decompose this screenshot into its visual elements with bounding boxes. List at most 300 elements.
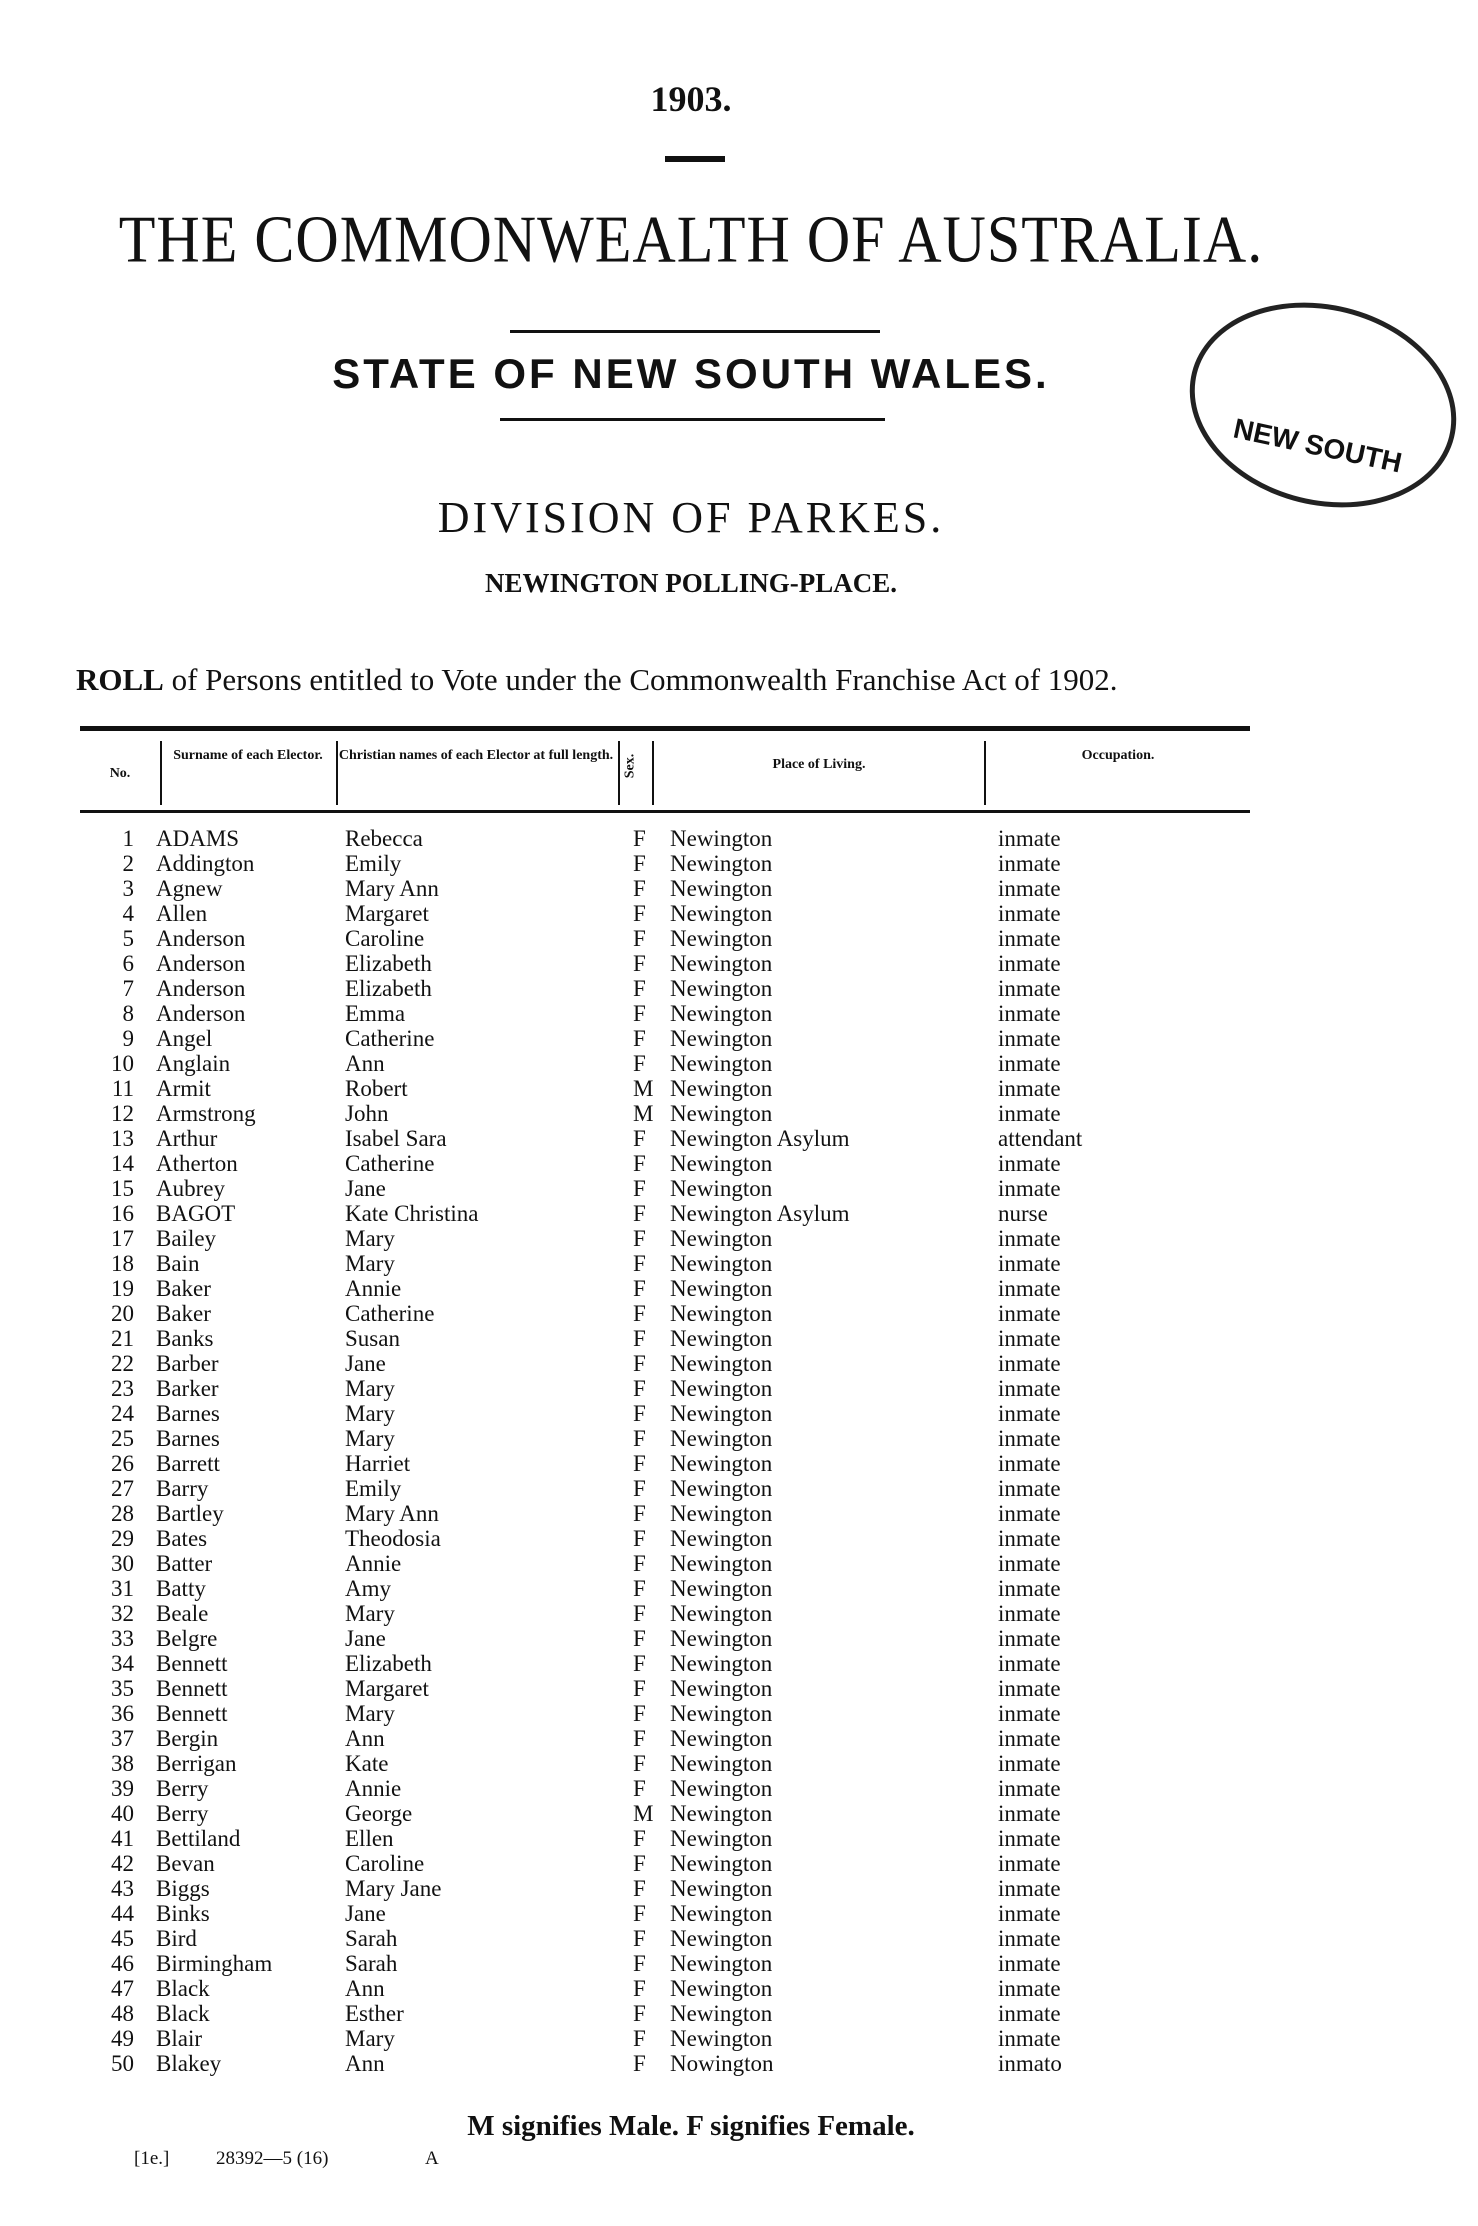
row-number: 36	[111, 1701, 134, 1726]
table-row	[0, 826, 1382, 851]
sex-cell: F	[633, 951, 646, 976]
place-cell: Newington	[670, 1751, 773, 1776]
place-cell: Newington	[670, 1651, 773, 1676]
sex-cell: F	[633, 1201, 646, 1226]
surname-cell: Black	[156, 2001, 210, 2026]
row-number: 47	[111, 1976, 134, 2001]
row-number: 43	[111, 1876, 134, 1901]
surname-cell: Angel	[156, 1026, 213, 1051]
place-cell: Newington	[670, 1926, 773, 1951]
place-cell: Newington	[670, 851, 773, 876]
sex-cell: F	[633, 2051, 646, 2076]
table-row	[0, 1076, 1382, 1101]
surname-cell: Bevan	[156, 1851, 215, 1876]
christian-names-cell: Mary Ann	[345, 876, 439, 901]
table-row	[0, 976, 1382, 1001]
place-cell: Newington	[670, 901, 773, 926]
occupation-cell: inmate	[998, 1551, 1061, 1576]
christian-names-cell: Margaret	[345, 1676, 429, 1701]
place-cell: Newington	[670, 1251, 773, 1276]
surname-cell: Bennett	[156, 1701, 228, 1726]
place-cell: Newington	[670, 1901, 773, 1926]
header-no: No.	[109, 766, 131, 781]
occupation-cell: inmate	[998, 1076, 1061, 1101]
surname-cell: Barnes	[156, 1426, 220, 1451]
print-reference: 28392—5 (16)	[216, 2148, 329, 2169]
occupation-cell: inmate	[998, 876, 1061, 901]
table-row	[0, 1826, 1382, 1851]
surname-cell: Biggs	[156, 1876, 210, 1901]
row-number: 2	[122, 851, 134, 876]
occupation-cell: inmate	[998, 826, 1061, 851]
christian-names-cell: Harriet	[345, 1451, 411, 1476]
row-number: 49	[111, 2026, 134, 2051]
surname-cell: Black	[156, 1976, 210, 2001]
christian-names-cell: Amy	[345, 1576, 391, 1601]
occupation-cell: inmate	[998, 1676, 1061, 1701]
sex-cell: F	[633, 1476, 646, 1501]
table-row	[0, 1151, 1382, 1176]
row-number: 17	[111, 1226, 134, 1251]
table-row	[0, 1976, 1382, 2001]
place-cell: Newington	[670, 1626, 773, 1651]
row-number: 29	[111, 1526, 134, 1551]
sex-cell: F	[633, 1851, 646, 1876]
place-cell: Newington Asylum	[670, 1201, 850, 1226]
occupation-cell: inmate	[998, 1451, 1061, 1476]
table-row	[0, 1926, 1382, 1951]
row-number: 27	[111, 1476, 134, 1501]
occupation-cell: inmate	[998, 1851, 1061, 1876]
place-cell: Newington	[670, 876, 773, 901]
table-row	[0, 1851, 1382, 1876]
sex-cell: F	[633, 1751, 646, 1776]
christian-names-cell: Ann	[345, 1051, 385, 1076]
occupation-cell: inmate	[998, 1426, 1061, 1451]
sex-cell: F	[633, 1251, 646, 1276]
sex-cell: F	[633, 1901, 646, 1926]
occupation-cell: inmate	[998, 1176, 1061, 1201]
row-number: 4	[122, 901, 134, 926]
surname-cell: Barrett	[156, 1451, 220, 1476]
occupation-cell: inmate	[998, 1376, 1061, 1401]
surname-cell: Armit	[156, 1076, 211, 1101]
table-row	[0, 1326, 1382, 1351]
place-cell: Newington Asylum	[670, 1126, 850, 1151]
surname-cell: Barnes	[156, 1401, 220, 1426]
christian-names-cell: Kate Christina	[345, 1201, 479, 1226]
sex-cell: F	[633, 1651, 646, 1676]
sex-cell: F	[633, 1126, 646, 1151]
occupation-cell: inmate	[998, 926, 1061, 951]
place-cell: Newington	[670, 1401, 773, 1426]
table-row	[0, 1451, 1382, 1476]
table-row	[0, 901, 1382, 926]
row-number: 20	[111, 1301, 134, 1326]
christian-names-cell: Mary	[345, 1701, 395, 1726]
place-cell: Newington	[670, 1226, 773, 1251]
row-number: 19	[111, 1276, 134, 1301]
surname-cell: Batter	[156, 1551, 213, 1576]
row-number: 50	[111, 2051, 134, 2076]
form-code: [1e.]	[134, 2148, 170, 2169]
sex-cell: F	[633, 826, 646, 851]
christian-names-cell: Ann	[345, 2051, 385, 2076]
row-number: 45	[111, 1926, 134, 1951]
occupation-cell: inmate	[998, 1501, 1061, 1526]
occupation-cell: inmate	[998, 1101, 1061, 1126]
table-row	[0, 1201, 1382, 1226]
surname-cell: Bergin	[156, 1726, 219, 1751]
surname-cell: Bennett	[156, 1676, 228, 1701]
row-number: 40	[111, 1801, 134, 1826]
table-row	[0, 1001, 1382, 1026]
occupation-cell: inmate	[998, 1576, 1061, 1601]
occupation-cell: inmate	[998, 1951, 1061, 1976]
occupation-cell: inmate	[998, 1301, 1061, 1326]
sheet-letter: A	[425, 2148, 439, 2169]
row-number: 28	[111, 1501, 134, 1526]
row-number: 9	[122, 1026, 134, 1051]
row-number: 22	[111, 1351, 134, 1376]
christian-names-cell: Susan	[345, 1326, 400, 1351]
place-cell: Newington	[670, 1776, 773, 1801]
occupation-cell: nurse	[998, 1201, 1048, 1226]
row-number: 31	[111, 1576, 134, 1601]
christian-names-cell: Jane	[345, 1176, 386, 1201]
polling-place-title: NEWINGTON POLLING-PLACE.	[484, 568, 898, 598]
sex-cell: F	[633, 1151, 646, 1176]
surname-cell: Armstrong	[156, 1101, 256, 1126]
header-place-of-living: Place of Living.	[772, 757, 866, 772]
surname-cell: BAGOT	[156, 1201, 236, 1226]
place-cell: Nowington	[670, 2051, 774, 2076]
table-header-rule	[80, 810, 1250, 813]
occupation-cell: inmate	[998, 1901, 1061, 1926]
occupation-cell: inmate	[998, 1826, 1061, 1851]
christian-names-cell: Rebecca	[345, 826, 423, 851]
sex-cell: F	[633, 876, 646, 901]
row-number: 12	[111, 1101, 134, 1126]
christian-names-cell: Caroline	[345, 1851, 425, 1876]
place-cell: Newington	[670, 2001, 773, 2026]
christian-names-cell: Mary	[345, 1426, 395, 1451]
table-row	[0, 1676, 1382, 1701]
place-cell: Newington	[670, 1276, 773, 1301]
place-cell: Newington	[670, 826, 773, 851]
place-cell: Newington	[670, 1426, 773, 1451]
christian-names-cell: Emma	[345, 1001, 406, 1026]
place-cell: Newington	[670, 1376, 773, 1401]
column-divider	[618, 741, 620, 805]
table-row	[0, 1876, 1382, 1901]
occupation-cell: inmate	[998, 1601, 1061, 1626]
sex-cell: F	[633, 1951, 646, 1976]
surname-cell: Atherton	[156, 1151, 238, 1176]
place-cell: Newington	[670, 1176, 773, 1201]
occupation-cell: inmate	[998, 1401, 1061, 1426]
place-cell: Newington	[670, 1826, 773, 1851]
sex-cell: F	[633, 1576, 646, 1601]
commonwealth-title: THE COMMONWEALTH OF AUSTRALIA.	[118, 201, 1264, 276]
surname-cell: Belgre	[156, 1626, 218, 1651]
surname-cell: Berry	[156, 1776, 209, 1801]
occupation-cell: inmate	[998, 851, 1061, 876]
christian-names-cell: Emily	[345, 851, 402, 876]
sex-cell: F	[633, 1276, 646, 1301]
place-cell: Newington	[670, 1501, 773, 1526]
sex-cell: F	[633, 1051, 646, 1076]
surname-cell: Blair	[156, 2026, 202, 2051]
surname-cell: Allen	[156, 901, 208, 926]
place-cell: Newington	[670, 1701, 773, 1726]
sex-cell: F	[633, 2026, 646, 2051]
row-number: 13	[111, 1126, 134, 1151]
row-number: 14	[111, 1151, 134, 1176]
surname-cell: Addington	[156, 851, 255, 876]
christian-names-cell: Jane	[345, 1626, 386, 1651]
table-row	[0, 1176, 1382, 1201]
occupation-cell: inmate	[998, 1626, 1061, 1651]
surname-cell: Birmingham	[156, 1951, 273, 1976]
table-row	[0, 1476, 1382, 1501]
christian-names-cell: Mary Jane	[345, 1876, 442, 1901]
row-number: 34	[111, 1651, 134, 1676]
table-row	[0, 1726, 1382, 1751]
occupation-cell: inmato	[998, 2051, 1062, 2076]
sex-cell: F	[633, 1976, 646, 2001]
sex-cell: F	[633, 901, 646, 926]
table-row	[0, 1801, 1382, 1826]
christian-names-cell: Ellen	[345, 1826, 394, 1851]
row-number: 16	[111, 1201, 134, 1226]
table-row	[0, 1301, 1382, 1326]
occupation-cell: inmate	[998, 2001, 1061, 2026]
table-row	[0, 1576, 1382, 1601]
sex-cell: F	[633, 1501, 646, 1526]
row-number: 48	[111, 2001, 134, 2026]
occupation-cell: inmate	[998, 1926, 1061, 1951]
place-cell: Newington	[670, 1301, 773, 1326]
sex-cell: F	[633, 1176, 646, 1201]
column-divider	[652, 741, 654, 805]
occupation-cell: inmate	[998, 1326, 1061, 1351]
place-cell: Newington	[670, 1551, 773, 1576]
surname-cell: Baker	[156, 1276, 211, 1301]
christian-names-cell: John	[345, 1101, 389, 1126]
row-number: 8	[122, 1001, 134, 1026]
surname-cell: Banks	[156, 1326, 214, 1351]
table-top-rule	[80, 726, 1250, 731]
table-row	[0, 1626, 1382, 1651]
surname-cell: Arthur	[156, 1126, 218, 1151]
christian-names-cell: Annie	[345, 1276, 402, 1301]
surname-cell: Bennett	[156, 1651, 228, 1676]
table-row	[0, 1701, 1382, 1726]
surname-cell: Agnew	[156, 876, 223, 901]
occupation-cell: inmate	[998, 951, 1061, 976]
place-cell: Newington	[670, 951, 773, 976]
table-row	[0, 1376, 1382, 1401]
place-cell: Newington	[670, 976, 773, 1001]
sex-cell: F	[633, 1551, 646, 1576]
surname-cell: Anglain	[156, 1051, 231, 1076]
occupation-cell: attendant	[998, 1126, 1083, 1151]
sex-cell: F	[633, 1301, 646, 1326]
place-cell: Newington	[670, 1451, 773, 1476]
roll-description	[76, 662, 1246, 698]
christian-names-cell: Annie	[345, 1551, 402, 1576]
christian-names-cell: Isabel Sara	[345, 1126, 447, 1151]
table-row	[0, 1401, 1382, 1426]
sex-cell: F	[633, 1701, 646, 1726]
surname-cell: Bird	[156, 1926, 197, 1951]
christian-names-cell: Mary	[345, 1251, 395, 1276]
occupation-cell: inmate	[998, 976, 1061, 1001]
surname-cell: Beale	[156, 1601, 209, 1626]
table-row	[0, 926, 1382, 951]
christian-names-cell: George	[345, 1801, 413, 1826]
surname-cell: Berry	[156, 1801, 209, 1826]
row-number: 41	[111, 1826, 134, 1851]
christian-names-cell: Emily	[345, 1476, 402, 1501]
occupation-cell: inmate	[998, 1026, 1061, 1051]
place-cell: Newington	[670, 1576, 773, 1601]
row-number: 32	[111, 1601, 134, 1626]
table-row	[0, 2001, 1382, 2026]
row-number: 15	[111, 1176, 134, 1201]
roll-text: of Persons entitled to Vote under the Commonwealth Franchise Act of 1902.	[171, 662, 1118, 697]
surname-cell: Baker	[156, 1301, 211, 1326]
place-cell: Newington	[670, 1351, 773, 1376]
occupation-cell: inmate	[998, 1751, 1061, 1776]
surname-cell: Aubrey	[156, 1176, 225, 1201]
occupation-cell: inmate	[998, 1726, 1061, 1751]
christian-names-cell: Annie	[345, 1776, 402, 1801]
place-cell: Newington	[670, 1851, 773, 1876]
table-row	[0, 1101, 1382, 1126]
divider	[665, 156, 725, 162]
sex-cell: M	[633, 1076, 654, 1101]
divider	[500, 418, 885, 421]
christian-names-cell: Esther	[345, 2001, 404, 2026]
row-number: 25	[111, 1426, 134, 1451]
row-number: 7	[122, 976, 134, 1001]
row-number: 24	[111, 1401, 134, 1426]
surname-cell: Barker	[156, 1376, 219, 1401]
sex-cell: F	[633, 926, 646, 951]
sex-cell: F	[633, 1326, 646, 1351]
surname-cell: Bates	[156, 1526, 208, 1551]
surname-cell: Barber	[156, 1351, 219, 1376]
sex-cell: F	[633, 1626, 646, 1651]
sex-cell: F	[633, 851, 646, 876]
sex-cell: F	[633, 1726, 646, 1751]
sex-cell: F	[633, 1376, 646, 1401]
place-cell: Newington	[670, 1151, 773, 1176]
sex-cell: F	[633, 1226, 646, 1251]
header-occupation: Occupation.	[1081, 748, 1155, 763]
occupation-cell: inmate	[998, 1251, 1061, 1276]
place-cell: Newington	[670, 1601, 773, 1626]
sex-cell: F	[633, 1876, 646, 1901]
place-cell: Newington	[670, 1676, 773, 1701]
place-cell: Newington	[670, 1476, 773, 1501]
header-christian-names: Christian names of each Elector at full length.	[338, 748, 614, 763]
table-row	[0, 1226, 1382, 1251]
place-cell: Newington	[670, 1801, 773, 1826]
christian-names-cell: Theodosia	[345, 1526, 441, 1551]
sex-cell: F	[633, 976, 646, 1001]
christian-names-cell: Robert	[345, 1076, 408, 1101]
sex-cell: F	[633, 1001, 646, 1026]
row-number: 18	[111, 1251, 134, 1276]
christian-names-cell: Catherine	[345, 1151, 435, 1176]
christian-names-cell: Mary	[345, 1601, 395, 1626]
stamp-text: NEW SOUTH	[1230, 412, 1405, 479]
occupation-cell: inmate	[998, 1526, 1061, 1551]
year-heading: 1903.	[650, 79, 732, 119]
christian-names-cell: Sarah	[345, 1951, 398, 1976]
place-cell: Newington	[670, 1101, 773, 1126]
row-number: 42	[111, 1851, 134, 1876]
sex-cell: F	[633, 1601, 646, 1626]
christian-names-cell: Jane	[345, 1351, 386, 1376]
christian-names-cell: Mary	[345, 1226, 395, 1251]
table-row	[0, 1751, 1382, 1776]
row-number: 11	[111, 1076, 134, 1101]
christian-names-cell: Mary Ann	[345, 1501, 439, 1526]
occupation-cell: inmate	[998, 1001, 1061, 1026]
surname-cell: Batty	[156, 1576, 206, 1601]
sex-cell: F	[633, 1451, 646, 1476]
christian-names-cell: Catherine	[345, 1301, 435, 1326]
occupation-cell: inmate	[998, 1701, 1061, 1726]
christian-names-cell: Elizabeth	[345, 1651, 432, 1676]
table-row	[0, 876, 1382, 901]
row-number: 30	[111, 1551, 134, 1576]
surname-cell: Anderson	[156, 926, 246, 951]
row-number: 46	[111, 1951, 134, 1976]
occupation-cell: inmate	[998, 1801, 1061, 1826]
table-row	[0, 1526, 1382, 1551]
sex-cell: F	[633, 1426, 646, 1451]
table-row	[0, 2051, 1382, 2076]
header-surname: Surname of each Elector.	[173, 748, 323, 763]
sex-cell: F	[633, 1776, 646, 1801]
place-cell: Newington	[670, 1526, 773, 1551]
sex-cell: M	[633, 1101, 654, 1126]
place-cell: Newington	[670, 1951, 773, 1976]
sex-legend: M signifies Male. F signifies Female.	[467, 2110, 915, 2142]
place-cell: Newington	[670, 1001, 773, 1026]
table-row	[0, 1126, 1382, 1151]
occupation-cell: inmate	[998, 1151, 1061, 1176]
place-cell: Newington	[670, 1076, 773, 1101]
christian-names-cell: Catherine	[345, 1026, 435, 1051]
row-number: 23	[111, 1376, 134, 1401]
place-cell: Newington	[670, 1026, 773, 1051]
place-cell: Newington	[670, 1326, 773, 1351]
occupation-cell: inmate	[998, 1876, 1061, 1901]
christian-names-cell: Kate	[345, 1751, 389, 1776]
row-number: 37	[111, 1726, 134, 1751]
place-cell: Newington	[670, 1976, 773, 2001]
surname-cell: Bettiland	[156, 1826, 241, 1851]
occupation-cell: inmate	[998, 2026, 1061, 2051]
occupation-cell: inmate	[998, 1476, 1061, 1501]
division-title: DIVISION OF PARKES.	[437, 493, 945, 542]
